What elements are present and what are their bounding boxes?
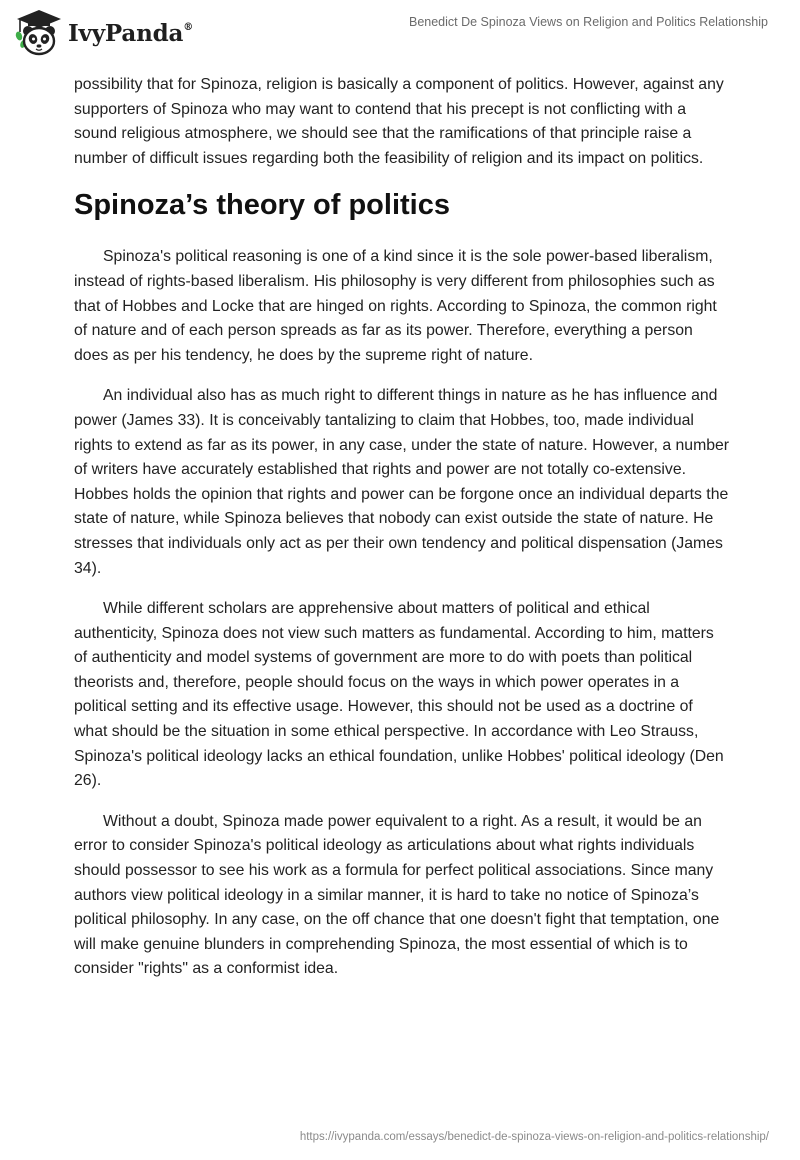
- page-header: [0, 0, 800, 70]
- body-paragraph: While different scholars are apprehensive about matters of political and ethical authenticity, Spinoza does not view such matters as fundamental. According to him, matters of authenticity and model systems of government are more to do with poets than political theorists and, therefore, people should focus on the ways in which power operates in a political setting and its effective usage. However, this should not be used as a doctrine of what should be the situation in some ethical perspective. In accordance with Leo Strauss, Spinoza's political ideology lacks an ethical foundation, unlike Hobbes' political ideology (Den 26).: [74, 600, 724, 790]
- brand-name: IvyPanda®: [68, 19, 193, 47]
- body-paragraph: An individual also has as much right to different things in nature as he has influence and power (James 33). It is conceivably tantalizing to claim that Hobbes, too, made individual rights to extend as far as its power, in any case, under the state of nature. However, a number of writers have accurately established that rights and power are not totally co-extensive. Hobbes holds the opinion that rights and power can be forgone once an individual departs the state of nature, while Spinoza believes that nobody can exist outside the state of nature. He stresses that individuals only act as per their own tendency and political dispensation (James 34).: [74, 387, 730, 577]
- section-heading: Spinoza’s theory of politics: [74, 189, 450, 222]
- ivypanda-logo[interactable]: [14, 8, 193, 58]
- document-title: Benedict De Spinoza Views on Religion and Politics Relationship: [408, 15, 768, 29]
- panda-graduate-icon: [14, 8, 64, 58]
- intro-paragraph: possibility that for Spinoza, religion is basically a component of politics. However, against any supporters of Spinoza who may want to contend that his precept is not conflicting with a sound religious atmosphere, we should see that the ramifications of that principle raise a number of difficult issues regarding both the feasibility of religion and its impact on politics.: [74, 76, 724, 167]
- body-paragraph: Spinoza's political reasoning is one of a kind since it is the sole power-based liberalism, instead of rights-based liberalism. His philosophy is very different from philosophies such as that of Hobbes and Locke that are hinged on rights. According to Spinoza, the common right of nature and of each person spreads as far as its power. Therefore, everything a person does as per his tendency, he does by the supreme right of nature.: [74, 248, 717, 364]
- body-paragraph: Without a doubt, Spinoza made power equivalent to a right. As a result, it would be an error to consider Spinoza's political ideology as articulations about what rights individuals should possessor to see his work as a formula for perfect political associations. Since many authors view political ideology in a similar manner, it is hard to take no notice of Spinoza’s political philosophy. In any case, on the off chance that one doesn't fight that temptation, one will make genuine blunders in comprehending Spinoza, the most essential of which is to consider "rights" as a conformist idea.: [74, 812, 720, 978]
- source-url-link[interactable]: https://ivypanda.com/essays/benedict-de-spinoza-views-on-religion-and-politics-relationship/: [299, 1131, 769, 1143]
- essay-content: [74, 73, 730, 998]
